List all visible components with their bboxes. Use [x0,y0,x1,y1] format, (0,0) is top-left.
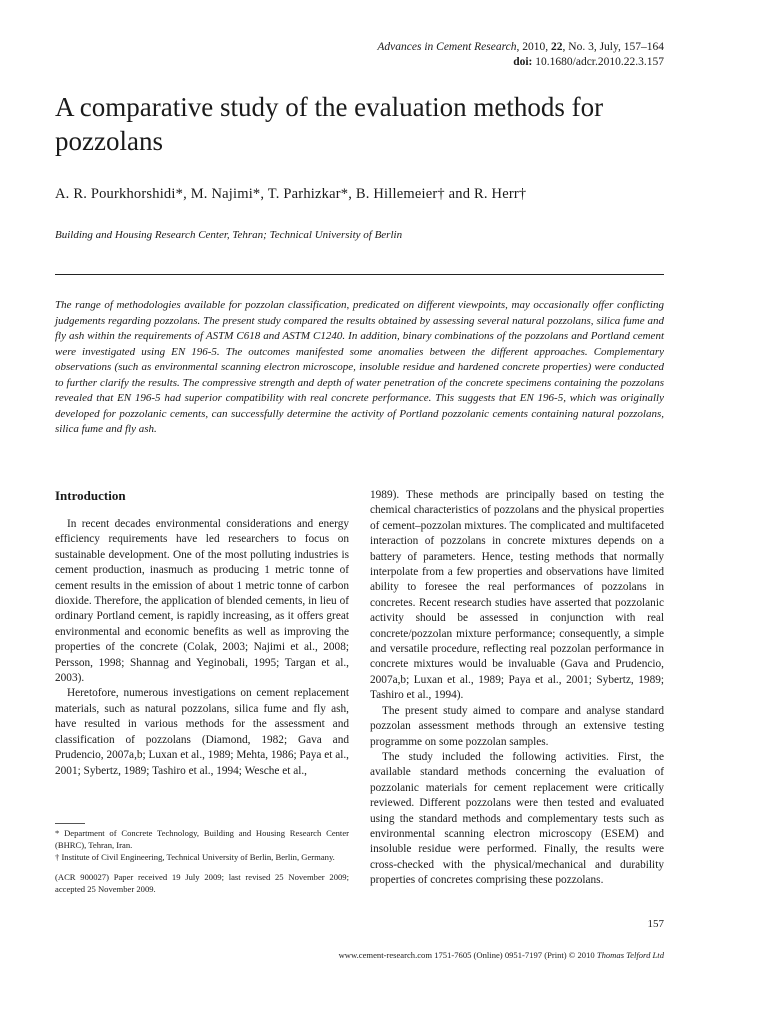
page-number: 157 [647,918,664,930]
intro-paragraph-2: Heretofore, numerous investigations on cement replacement materials, such as natural pozzolans, silica fume and fly ash, have resulted in various methods for the assessment and classification of pozzolans (Diamond, 1982; Gava and Prudencio, 2007a,b; Luxan et al., 1989; Mehta, 1986; Paya et al., 2001; Sybertz, 1989; Tashiro et al., 1994; Wesche et al., [55,687,349,777]
doi-label: doi: [513,56,533,68]
footnote-received: (ACR 900027) Paper received 19 July 2009; last revised 25 November 2009; accepted 25 November 2009. [55,872,349,894]
abstract: The range of methodologies available for pozzolan classification, predicated on different viewpoints, may occasionally offer conflicting judgements regarding pozzolans. The present study compared the results obtained by assessing several natural pozzolans, silica fume and fly ash within the requirements of ASTM C618 and ASTM C1240. In addition, binary combinations of the pozzolans and Portland cement were investigated using EN 196-5. The outcomes manifested some anomalies between the different approaches. Complementary observations (such as environmental scanning electron microscope, insoluble residue and hardened concrete properties) were conducted to further clarify the results. The compressive strength and depth of water penetration of the concrete specimens containing the pozzolans revealed that EN 196-5 had superior compatibility with real concrete performance. This suggests that EN 196-5, which was originally developed for pozzolanic cements, can successfully determine the activity of Portland pozzolanic cements containing natural pozzolans, silica fume and fly ash. [55,299,664,435]
affiliation: Building and Housing Research Center, Tehran; Technical University of Berlin [55,229,403,241]
section-heading-introduction: Introduction [55,488,126,503]
left-column [55,487,349,779]
footer-publisher: Thomas Telford Ltd [596,950,664,960]
citation-issue-pages: , No. 3, July, 157–164 [562,41,664,53]
intro-paragraph-1: In recent decades environmental considerations and energy efficiency requirements have led researchers to focus on sustainable development. One of the most polluting industries is cement production, inasmuch as producing 1 metric tonne of cement results in the emission of about 1 metric tonne of carbon dioxide. Therefore, the application of blended cements, in lieu of ordinary Portland cement, is rapidly increasing, as it offers great environmental and economic benefits as well as improving the properties of the concrete (Colak, 2003; Najimi et al., 2008; Persson, 1998; Shannag and Yeginobali, 1995; Targan et al., 2003). [55,518,349,685]
citation-line [377,40,664,55]
right-column [370,488,664,889]
footer-text: www.cement-research.com 1751-7605 (Online) 0951-7197 (Print) © 2010 [338,950,597,960]
author-list: A. R. Pourkhorshidi*, M. Najimi*, T. Parhizkar*, B. Hillemeier† and R. Herr† [55,186,527,202]
doi-value[interactable]: 10.1680/adcr.2010.22.3.157 [532,56,664,68]
intro-paragraph-4: The study included the following activities. First, the available standard methods concerning the evaluation of pozzolanic materials for cement replacement were critically reviewed. Different pozzolans were then tested and evaluated using the standard methods and complementary tests such as environmental scanning electron microscopy (ESEM) and insoluble residue were performed. Finally, the results were cross-checked with the physical/mechanical and durability properties of concretes comprising these pozzolans. [370,750,664,887]
title-divider [55,274,664,275]
citation-year: , 2010, [516,41,552,53]
intro-paragraph-3: The present study aimed to compare and analyse standard pozzolan assessment methods through an extensive testing programme on some pozzolan samples. [370,704,664,748]
doi-line[interactable] [377,55,664,70]
paper-title: A comparative study of the evaluation methods for pozzolans [55,92,604,156]
journal-name: Advances in Cement Research [377,41,517,53]
footnotes [55,827,349,895]
footnote-bhrc: * Department of Concrete Technology, Building and Housing Research Center (BHRC), Tehran, Iran. [55,828,349,850]
citation-volume: 22 [551,41,563,53]
page-footer [339,950,664,960]
footnote-berlin: † Institute of Civil Engineering, Technical University of Berlin, Berlin, Germany. [55,852,335,862]
footnote-divider [55,823,85,824]
intro-paragraph-continued: 1989). These methods are principally based on testing the chemical characteristics of pozzolans and the physical properties of cement–pozzolan mixtures. The complicated and multifaceted interaction of pozzolans in concrete mixtures depends on a battery of parameters. Hence, testing methods that normally interpolate from a few properties and observations have limited ability to foresee the real performances of pozzolans in concretes. Recent research studies have asserted that pozzolanic activity should be assessed in conjunction with real concrete/pozzolan mixture performance; consequently, a simple and versatile procedure, reflecting real pozzolan performance in concrete mixtures would be invaluable (Gava and Prudencio, 2007a,b; Luxan et al., 1989; Paya et al., 2001; Sybertz, 1989; Tashiro et al., 1994). [370,489,664,702]
journal-citation [377,40,664,70]
